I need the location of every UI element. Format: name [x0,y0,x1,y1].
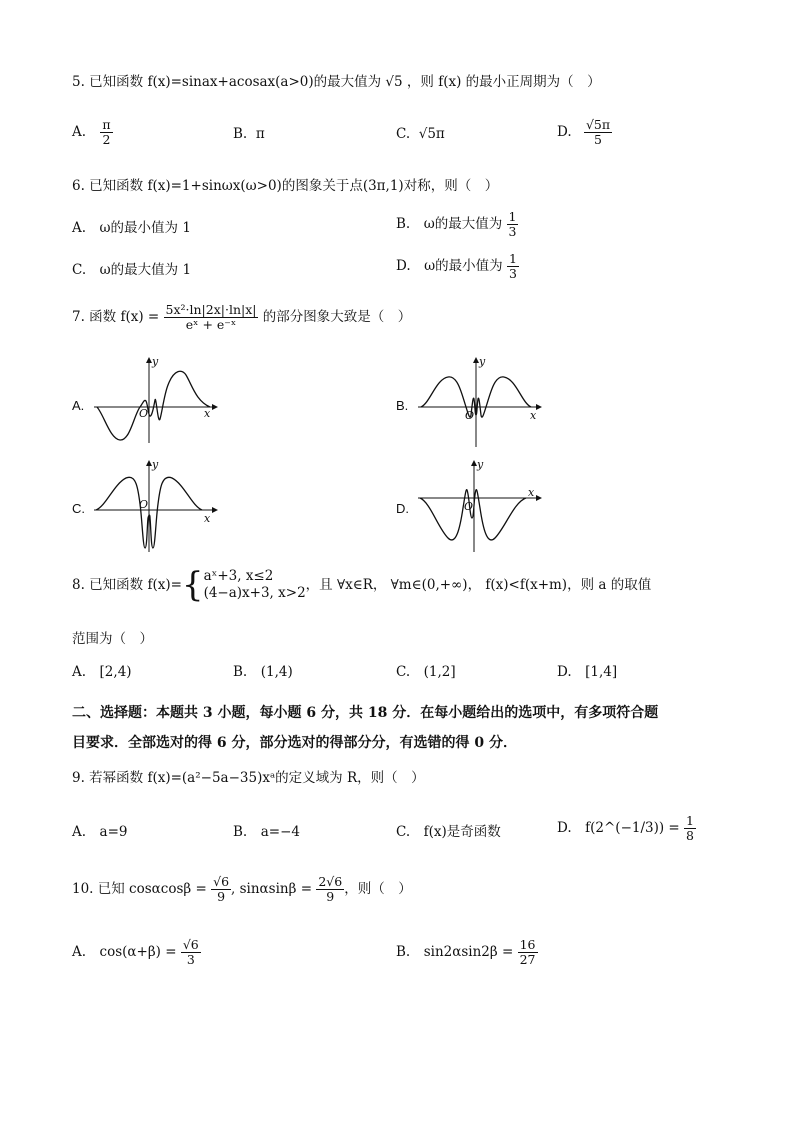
q7-graph-d [416,458,546,554]
q7-stem: 7. 函数 f(x) = $\frac{\text{5x²·ln|2x|·ln|x|}}{\text{eˣ + e⁻ˣ}}$ 的部分图象大致是（ ） [72,302,412,332]
q8-stem: 8. 已知函数 f(x)={ aˣ+3, x≤2 (4−a)x+3, x>2 ，且 ∀x∈R， ∀m∈(0,+∞)， f(x)<f(x+m)，则 a 的取值 [72,565,652,605]
q9-option-b: B. a=−4 [233,824,300,840]
q8-option-d: D. [1,4] [557,664,618,680]
q7-option-c-label: C. [72,501,85,516]
q6-option-c: C. ω的最大值为 1 [72,262,192,278]
q6-option-d: D. ω的最小值为 $\frac{1}{3}$ [396,251,517,281]
q5-a-fraction: $\frac{\pi}{2}$ [102,117,111,147]
q7-graph-a-x: x [204,407,211,420]
q7-graph-b-y: y [479,355,486,368]
q9-option-a: A. a=9 [72,824,128,840]
q10-option-a: A. cos(α+β) = $\frac{√6}{3}$ [72,937,199,967]
q5-option-c: C. √5π [396,126,445,142]
q8-brace: { [181,565,204,605]
q7-graph-d-origin: O [464,500,474,513]
q7-graph-c [92,458,222,554]
q5-stem: 5. 已知函数 f(x)=sinax+acosax(a>0)的最大值为 √5 ，则 f(x) 的最小正周期为（ ） [72,74,601,90]
q10-fraction-2: $\frac{2√6}{9}$ [318,874,343,904]
q6-option-a: A. ω的最小值为 1 [72,220,191,236]
q5-d-fraction: $\frac{√5\pi}{5}$ [585,117,611,147]
q7-fraction: $\frac{\text{5x²·ln|2x|·ln|x|}}{\text{eˣ + e⁻ˣ}}$ [165,302,257,332]
q7-graph-a-y: y [152,355,159,368]
q9-d-fraction: $\frac{1}{8}$ [686,813,694,843]
section2-line2: 目要求．全部选对的得 6 分，部分选对的得部分分，有选错的得 0 分． [72,735,517,751]
q7-option-b-label: B. [396,398,409,413]
q8-option-c: C. (1,2] [396,664,456,680]
q10-fraction-1: $\frac{√6}{9}$ [213,874,230,904]
q10-option-b: B. sin2αsin2β = $\frac{16}{27}$ [396,937,536,967]
q6-d-fraction: $\frac{1}{3}$ [508,251,517,281]
q9-stem: 9. 若幂函数 f(x)=(a²−5a−35)xᵃ的定义域为 R，则（ ） [72,770,425,786]
q7-option-a-label: A. [72,398,85,413]
q5-option-a: A. $\frac{\pi}{2}$ [72,117,111,147]
q5-option-d: D. $\frac{√5\pi}{5}$ [557,117,611,147]
q10-b-fraction: $\frac{16}{27}$ [519,937,536,967]
q7-graph-a-origin: O [139,407,149,420]
q9-option-c: C. f(x)是奇函数 [396,824,501,840]
q7-graph-b [416,355,546,450]
q6-b-fraction: $\frac{1}{3}$ [508,209,517,239]
q7-graph-b-origin: O [465,409,475,422]
q8-cases: aˣ+3, x≤2 (4−a)x+3, x>2 [203,568,306,601]
q10-a-fraction: $\frac{√6}{3}$ [182,937,199,967]
q7-graph-c-origin: O [139,498,149,511]
section2-line1: 二、选择题：本题共 3 小题，每小题 6 分，共 18 分．在每小题给出的选项中，有多项符合题 [72,705,659,721]
q5-option-b: B. π [233,126,265,142]
q7-option-d-label: D. [396,501,409,516]
q7-graph-b-x: x [530,409,537,422]
q6-stem: 6. 已知函数 f(x)=1+sinωx(ω>0)的图象关于点(3π,1)对称，则（ ） [72,178,499,194]
q8-stem-cont: 范围为（ ） [72,631,153,647]
q7-graph-c-x: x [204,512,211,525]
q10-stem: 10. 已知 cosαcosβ = $\frac{√6}{9}$ , sinαsinβ = $\frac{2√6}{9}$ ，则（ ） [72,874,412,904]
q8-option-b: B. (1,4) [233,664,293,680]
q6-option-b: B. ω的最大值为 $\frac{1}{3}$ [396,209,517,239]
q7-graph-c-y: y [152,458,159,471]
q7-graph-d-x: x [528,486,535,499]
q7-graph-a [92,355,222,445]
q9-option-d: D. f(2^(−1/3)) = $\frac{1}{8}$ [557,813,694,843]
q7-graph-d-y: y [477,458,484,471]
q8-option-a: A. [2,4) [72,664,132,680]
